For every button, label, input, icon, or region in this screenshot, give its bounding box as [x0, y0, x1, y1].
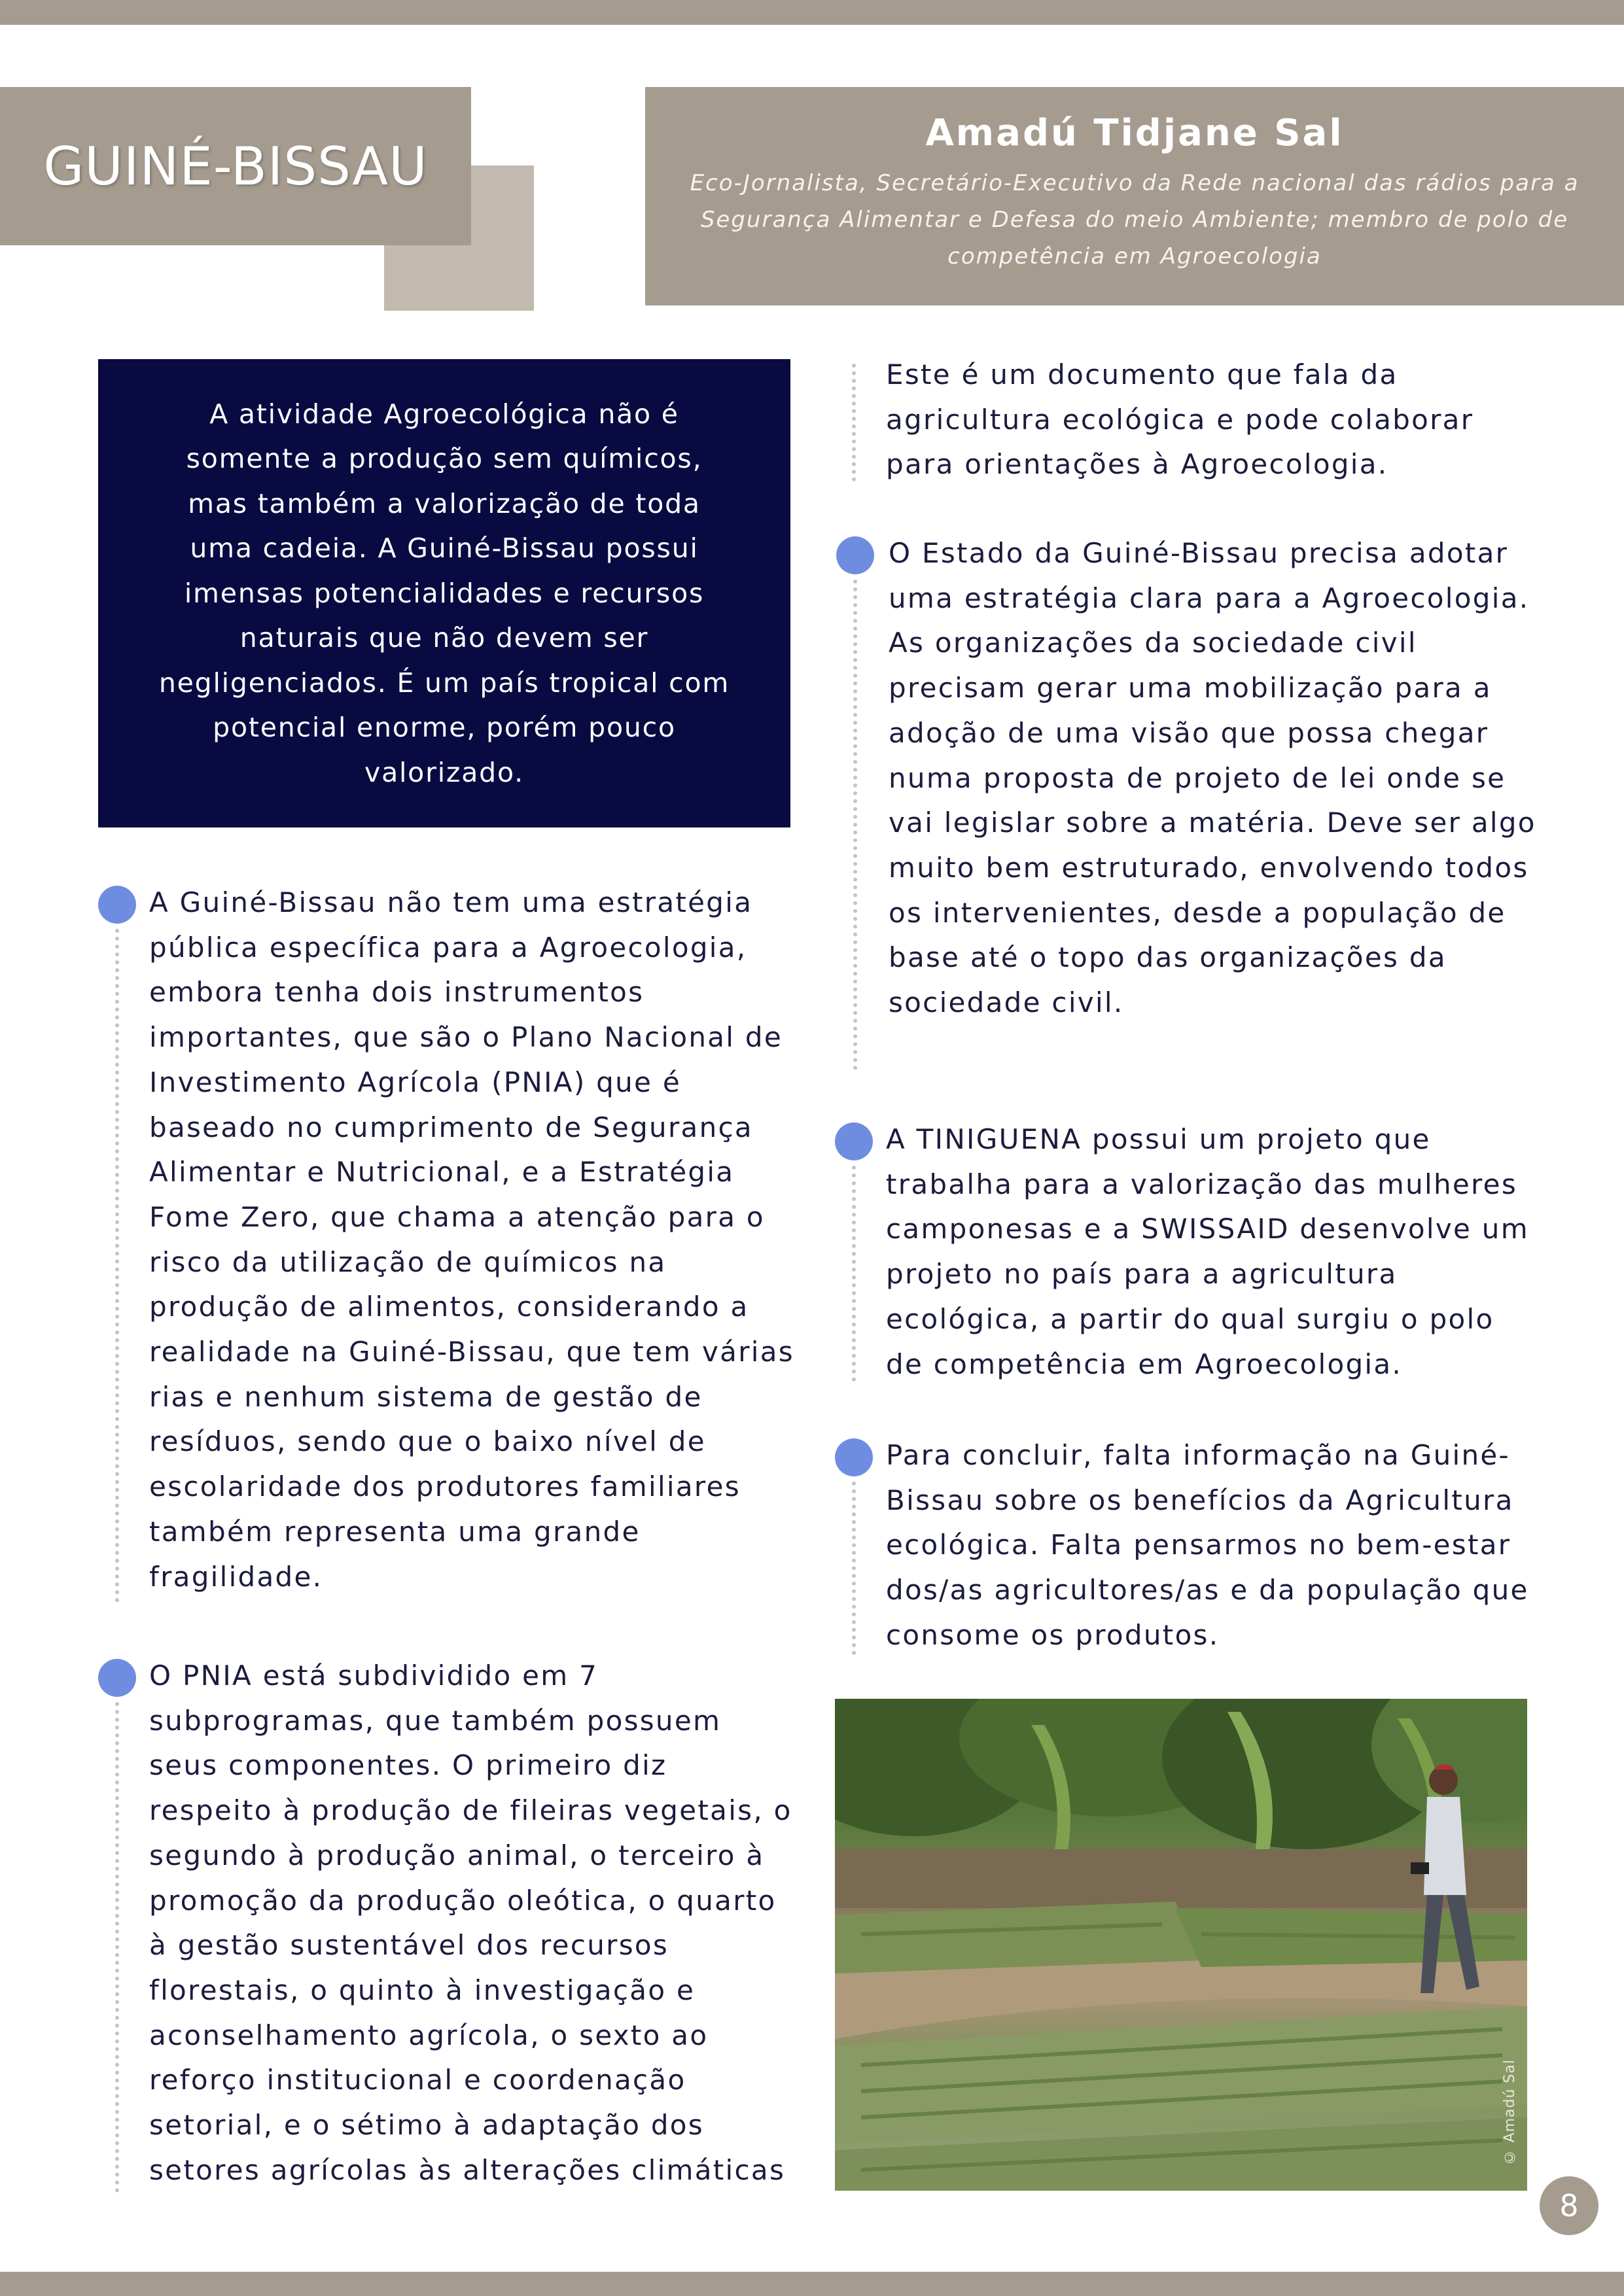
paragraph-text: Este é um documento que fala da agricultura ecológica e pode colaborar para orientações à Agroecologia.: [886, 358, 1474, 481]
paragraph-text: A Guiné-Bissau não tem uma estratégia pública específica para a Agroecologia, embora tenha dois instrumentos importantes, que são o Plano Nacional de Investimento Agrícola (PNIA) que é baseado no cumprimento de Segurança Alimentar e Nutricional, e a Estratégia Fome Zero, que chama a atenção para o risco da utilização de químicos na produção de alimentos, considerando a realidade na Guiné-Bissau, que tem várias rias e nenhum sistema de gestão de resíduos, sendo que o baixo nível de escolaridade dos produtores familiares também representa uma grande fragilidade.: [149, 886, 794, 1593]
author-name: Amadú Tidjane Sal: [925, 112, 1344, 154]
bullet-icon: [835, 1438, 873, 1476]
bullet-icon: [98, 886, 136, 924]
country-header: [0, 87, 471, 245]
dotted-rule: [852, 364, 856, 481]
bullet-icon: [98, 1659, 136, 1697]
bullet-icon: [835, 1122, 873, 1160]
farm-photo: [835, 1699, 1527, 2191]
photo-credit: © Amadú Sal: [1502, 2059, 1518, 2165]
author-bio: Eco-Jornalista, Secretário-Executivo da Rede nacional das rádios para a Segurança Alimentar e Defesa do meio Ambiente; membro de polo de competência em Agroecologia: [690, 170, 1580, 270]
paragraph-text: Para concluir, falta informação na Guiné-Bissau sobre os benefícios da Agricultura ecológica. Falta pensarmos no bem-estar dos/as agricultores/as e da população que consome os produtos.: [886, 1439, 1529, 1651]
paragraph-text: A TINIGUENA possui um projeto que trabalha para a valorização das mulheres camponesas e a SWISSAID desenvolve um projeto no país para a agricultura ecológica, a partir do qual surgiu o polo de competência em Agroecologia.: [886, 1123, 1529, 1380]
farm-illustration: [835, 1699, 1527, 2191]
paragraph-text: O Estado da Guiné-Bissau precisa adotar uma estratégia clara para a Agroecologia. As organizações da sociedade civil precisam gerar uma mobilização para a adoção de uma visão que possa chegar numa proposta de projeto de lei onde se vai legislar sobre a matéria. Deve ser algo muito bem estruturado, envolvendo todos os intervenientes, desde a população de base até o topo das organizações da sociedade civil.: [889, 537, 1536, 1019]
page-title: GUINÉ-BISSAU: [43, 135, 428, 197]
dotted-rule: [852, 1482, 856, 1655]
left-paragraph-1: [149, 880, 797, 1599]
right-paragraph-1: [886, 353, 1534, 487]
dotted-rule: [115, 1702, 119, 2193]
right-paragraph-4: [886, 1433, 1534, 1658]
dotted-rule: [115, 929, 119, 1603]
dotted-rule: [852, 1166, 856, 1382]
dotted-rule: [853, 580, 857, 1070]
left-paragraph-2: [149, 1654, 797, 2193]
page-number: 8: [1540, 2176, 1598, 2235]
author-header: [645, 87, 1624, 305]
right-paragraph-2: [889, 531, 1536, 1026]
top-band: [0, 0, 1624, 25]
right-paragraph-3: [886, 1117, 1534, 1387]
bullet-icon: [836, 536, 874, 574]
paragraph-text: O PNIA está subdividido em 7 subprogramas, que também possuem seus componentes. O primeiro diz respeito à produção de fileiras vegetais, o segundo à produção animal, o terceiro à promoção da produção oleótica, o quarto à gestão sustentável dos recursos florestais, o quinto à investigação e aconselhamento agrícola, o sexto ao reforço institucional e coordenação setorial, e o sétimo à adaptação dos setores agrícolas às alterações climáticas: [149, 1660, 792, 2186]
pull-quote: [98, 359, 790, 827]
bottom-band: [0, 2272, 1624, 2296]
pull-quote-text: A atividade Agroecológica não é somente a produção sem químicos, mas também a valorização de toda uma cadeia. A Guiné-Bissau possui imensas potencialidades e recursos naturais que não devem ser negligenciados. É um país tropical com potencial enorme, porém pouco valorizado.: [158, 398, 730, 788]
